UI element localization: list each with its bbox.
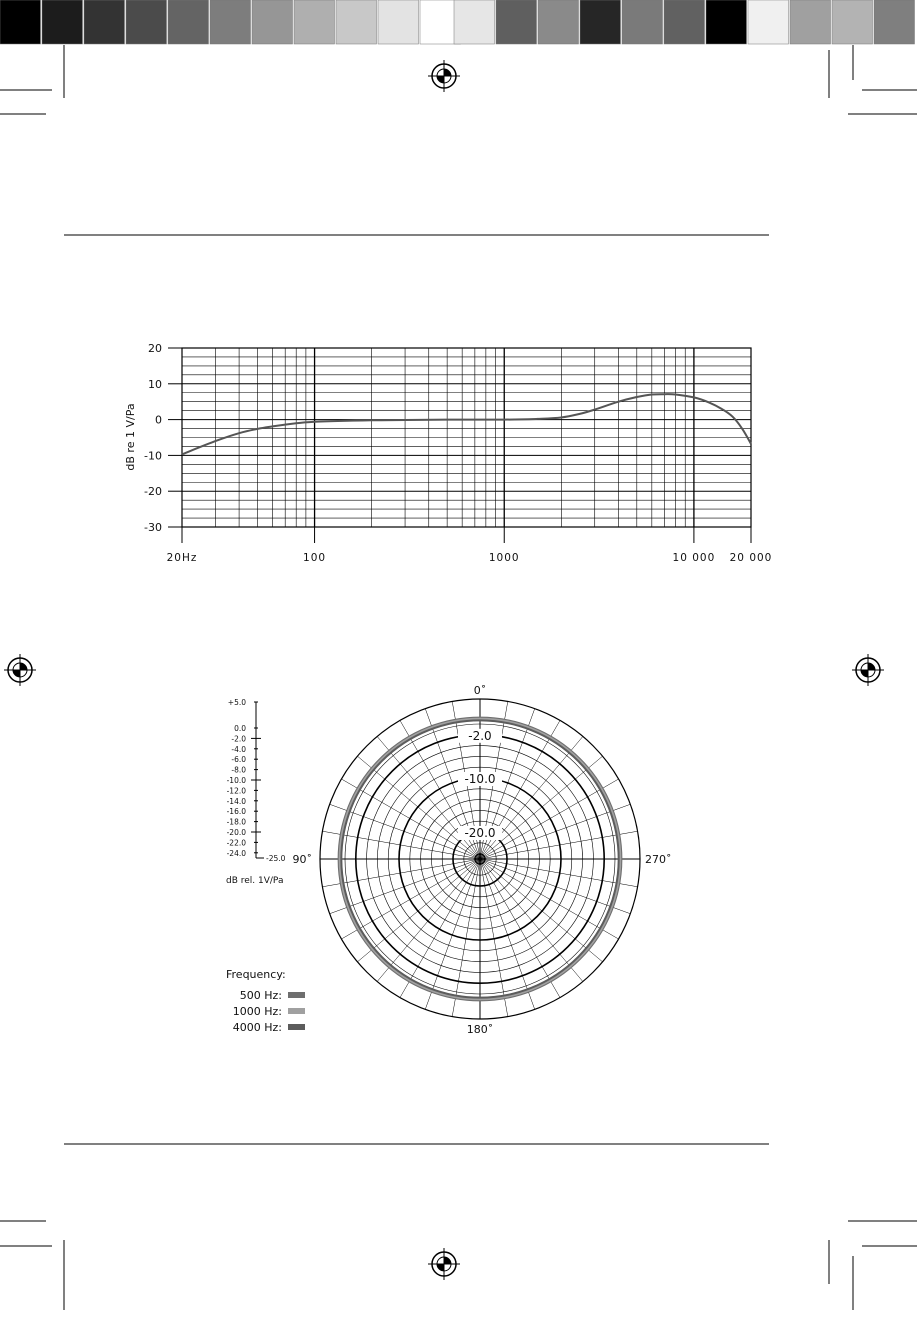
x-tick-label: 20 000 [729,552,773,564]
angle-label-90: 90˚ [292,853,312,866]
y-tick-label: 0 [155,413,162,427]
polar-spoke [377,736,480,859]
color-swatch [378,0,419,44]
color-swatch [622,0,663,44]
color-swatch [790,0,831,44]
color-swatch [706,0,747,44]
scale-label: -25.0 [266,854,286,863]
x-axis-ticks [167,527,773,564]
polar-spoke [377,859,480,982]
scale-label: -18.0 [226,817,246,827]
polar-spoke [480,859,603,962]
y-tick-label: -10 [144,449,162,463]
registration-mark-icon [428,60,460,92]
legend-label: 500 Hz: [239,989,282,1002]
registration-mark-icon [852,654,884,686]
color-swatch [336,0,377,44]
ring-label: -2.0 [468,728,492,743]
color-swatch [832,0,873,44]
polar-spoke [480,804,630,859]
x-tick-label: 10 000 [672,552,716,564]
color-swatch [874,0,915,44]
y-axis-label: dB re 1 V/Pa [124,403,137,471]
polar-spoke [357,859,480,962]
scale-caption: dB rel. 1V/Pa [226,876,284,886]
y-tick-label: -30 [144,521,162,534]
color-swatch [294,0,335,44]
scale-label: -20.0 [226,828,246,837]
registration-mark-icon [428,1248,460,1280]
polar-spoke [357,756,480,859]
polar-spoke [480,736,583,859]
color-swatch [126,0,167,44]
registration-mark-icon [4,654,36,686]
frequency-response-chart [124,342,772,564]
x-tick-label: 1000 [488,552,520,564]
legend-label: 1000 Hz: [232,1005,282,1018]
color-swatch [210,0,251,44]
y-tick-label: -20 [144,485,162,499]
legend-swatch [288,992,305,998]
x-tick-label: 20Hz [166,552,198,564]
scale-label: -24.0 [226,848,246,858]
y-tick-label: 10 [148,377,162,391]
color-calibration-bar [0,0,915,44]
scale-label: -8.0 [231,765,246,775]
color-swatch [84,0,125,44]
ring-label: -20.0 [464,826,496,840]
legend-swatch [288,1024,305,1030]
color-swatch [42,0,83,44]
color-swatch [496,0,537,44]
series-line [182,394,751,454]
polar-spoke [480,859,535,1009]
polar-pattern-chart [226,684,672,1036]
angle-label-0: 0˚ [473,684,487,697]
polar-spoke [330,859,480,914]
legend-title: Frequency: [226,968,286,981]
color-swatch [454,0,495,44]
y-tick-label: 20 [148,342,162,355]
angle-label-180: 180˚ [466,1023,494,1036]
ring-label: -10.0 [464,772,496,786]
color-swatch [0,0,41,44]
color-swatch [580,0,621,44]
angle-label-270: 270˚ [645,853,672,866]
scale-label: -16.0 [226,807,246,817]
db-scale [227,698,286,863]
scale-label: -10.0 [226,776,246,785]
polar-spoke [330,804,480,859]
registration-marks [4,60,884,1280]
polar-spoke [425,859,480,1009]
polar-spoke [480,859,583,982]
scale-label: -12.0 [226,786,246,796]
scale-label: +5.0 [227,698,246,707]
scale-label: -14.0 [226,796,246,806]
color-swatch [252,0,293,44]
color-swatch [664,0,705,44]
legend [226,968,305,1034]
scale-label: -22.0 [226,838,246,848]
scale-label: -2.0 [231,734,246,744]
legend-label: 4000 Hz: [232,1021,282,1034]
color-swatch [168,0,209,44]
legend-swatch [288,1008,305,1014]
color-swatch [748,0,789,44]
scale-label: -4.0 [231,744,246,754]
y-axis-ticks [144,342,182,534]
polar-spoke [480,756,603,859]
chart-grid [182,348,751,527]
color-swatch [538,0,579,44]
x-tick-label: 100 [303,552,327,564]
scale-label: 0.0 [234,724,246,733]
scale-label: -6.0 [231,755,246,765]
polar-spoke [480,859,630,914]
